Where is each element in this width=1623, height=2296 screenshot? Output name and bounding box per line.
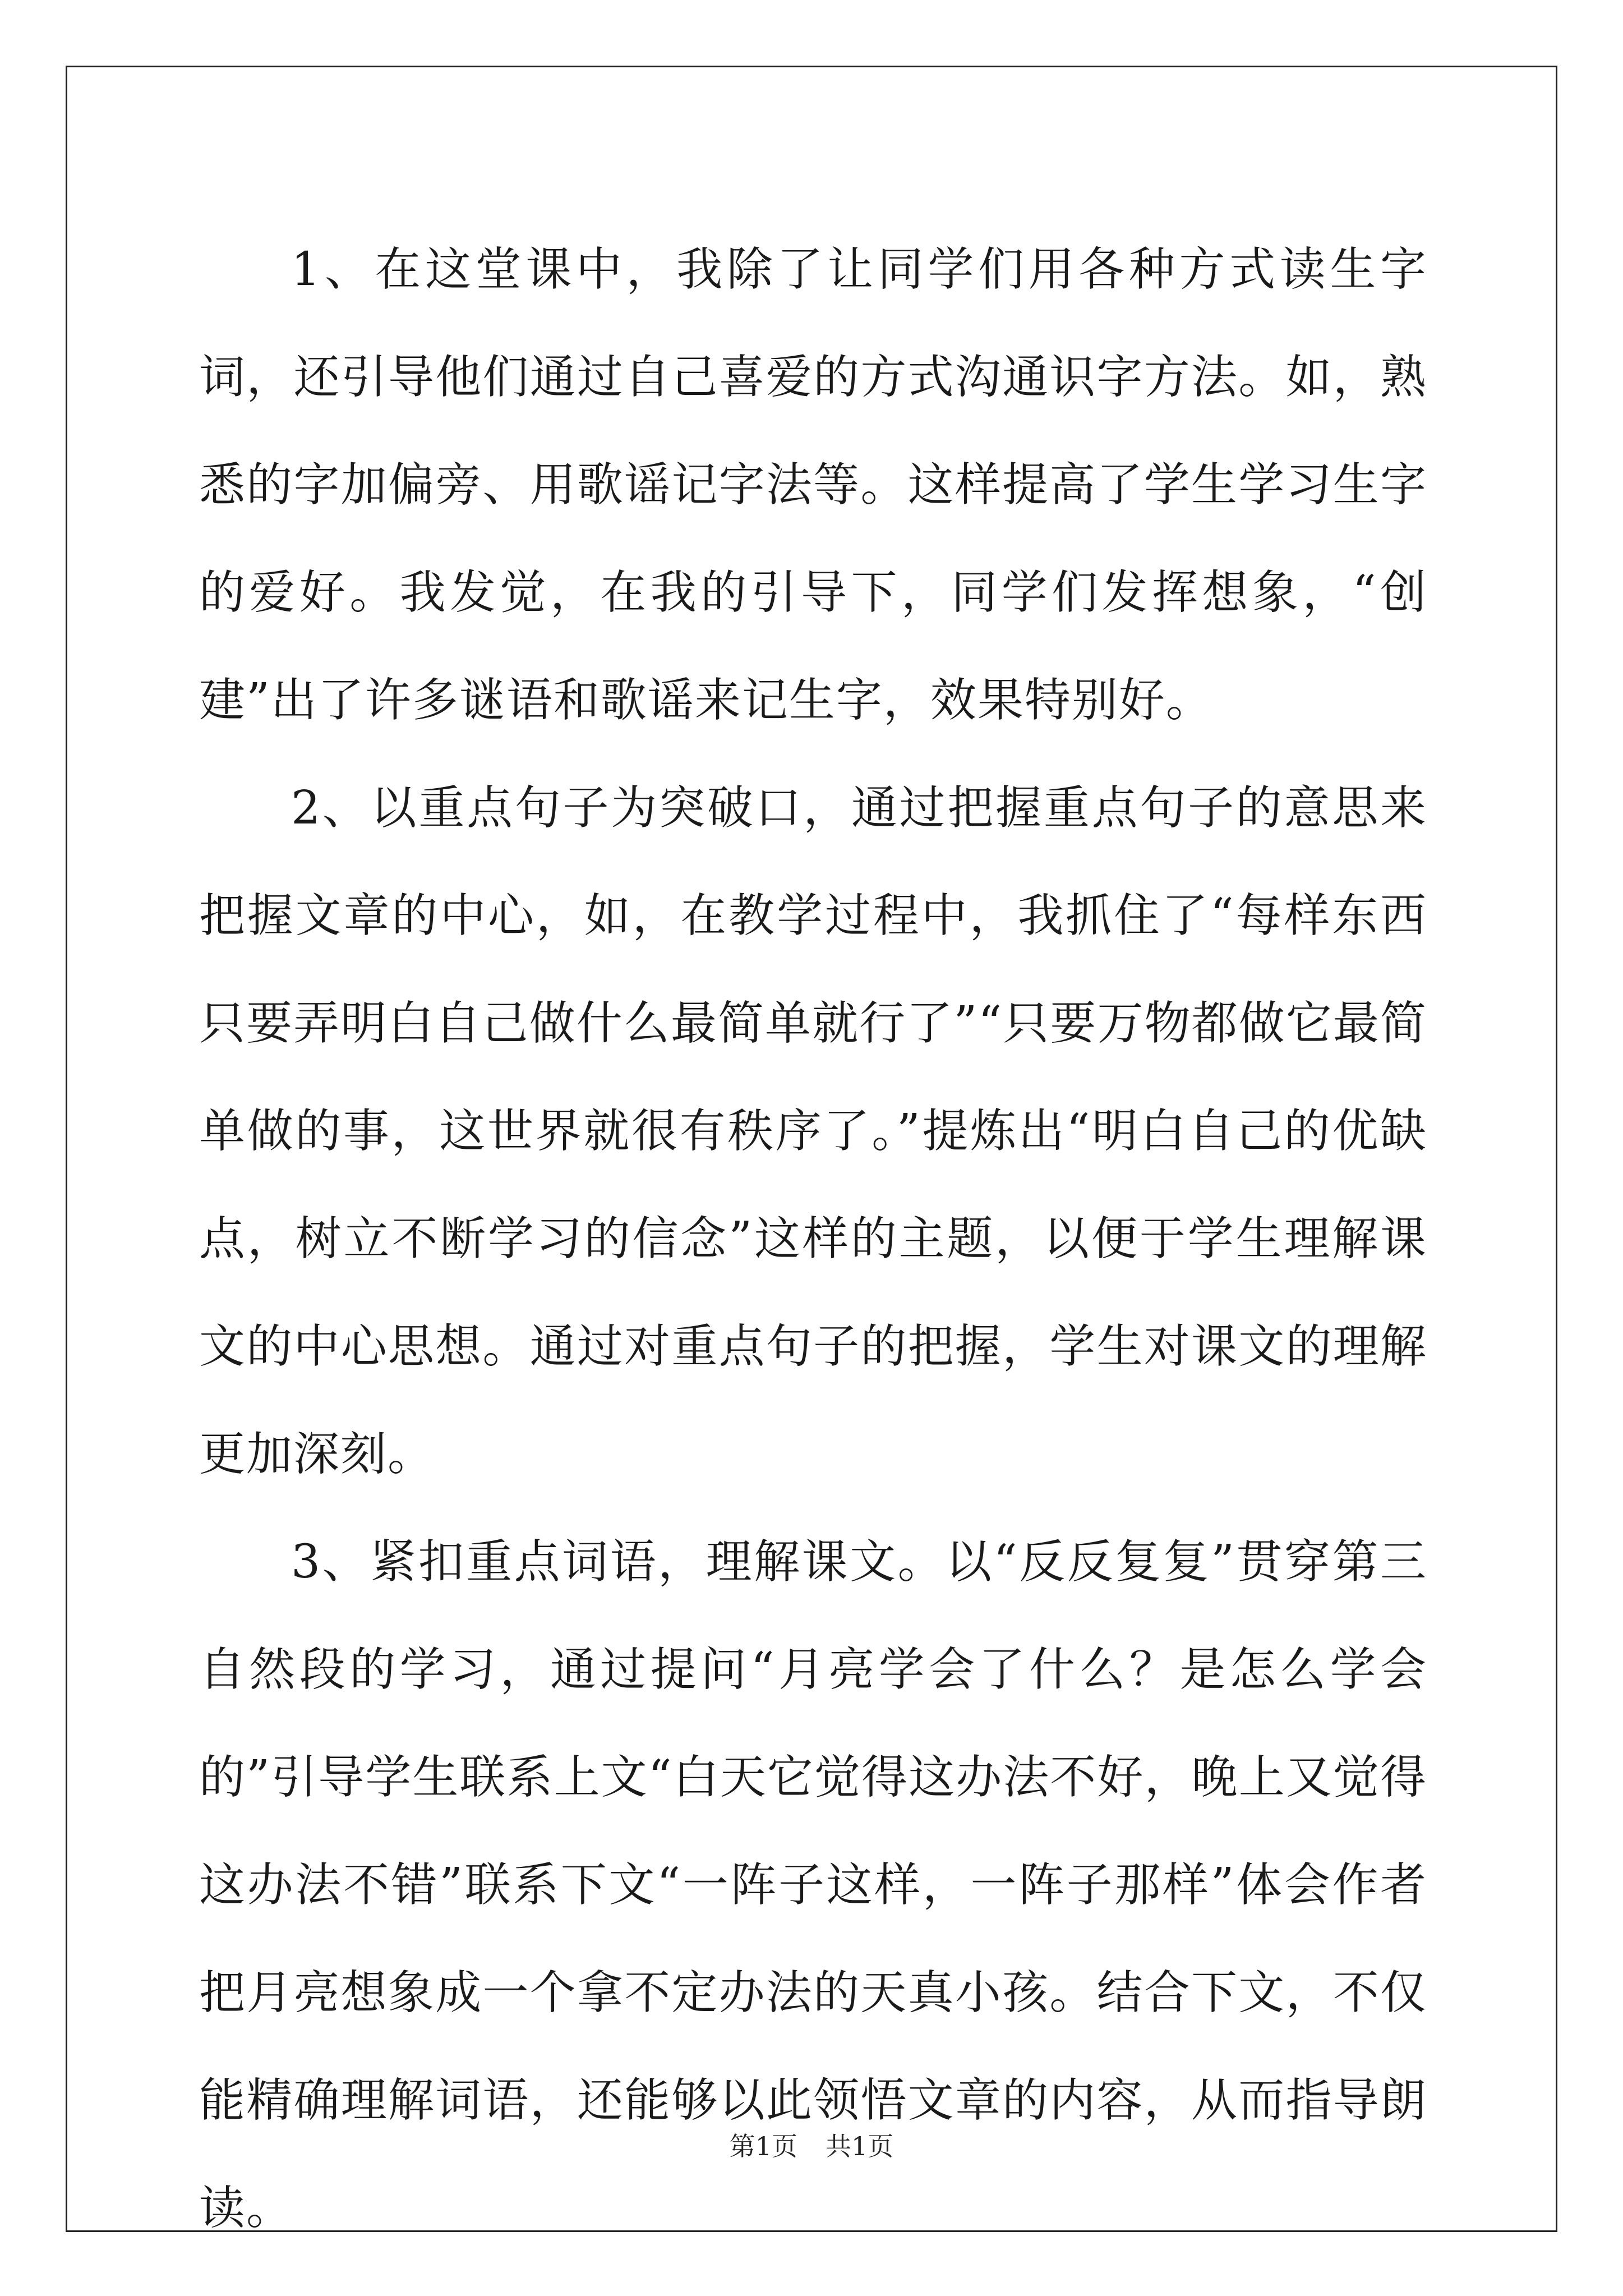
paragraph-1: 1、在这堂课中，我除了让同学们用各种方式读生字词，还引导他们通过自己喜爱的方式沟通识字方法。如，熟悉的字加偏旁、用歌谣记字法等。这样提高了学生学习生字的爱好。我发觉，在我的引导下，同学们发挥想象，“创建”出了许多谜语和歌谣来记生字，效果特别好。 [199,243,1427,727]
page-number-total: 共1页 [826,2131,894,2161]
paragraph-3: 3、紧扣重点词语，理解课文。以“反反复复”贯穿第三自然段的学习，通过提问“月亮学会了什么？是怎么学会的”引导学生联系上文“白天它觉得这办法不好，晚上又觉得这办法不错”联系下文“一阵子这样，一阵子那样”体会作者把月亮想象成一个拿不定办法的天真小孩。结合下文，不仅能精确理解词语，还能够以此领悟文章的内容，从而指导朗读。 [199,1535,1427,2235]
page-footer [0,2126,1623,2163]
document-body [199,216,1427,2262]
paragraph-2: 2、以重点句子为突破口，通过把握重点句子的意思来把握文章的中心，如，在教学过程中，我抓住了“每样东西只要弄明白自己做什么最简单就行了”“只要万物都做它最简单做的事，这世界就很有秩序了。”提炼出“明白自己的优缺点，树立不断学习的信念”这样的主题，以便于学生理解课文的中心思想。通过对重点句子的把握，学生对课文的理解更加深刻。 [199,781,1427,1481]
page-number-current: 第1页 [729,2131,797,2161]
